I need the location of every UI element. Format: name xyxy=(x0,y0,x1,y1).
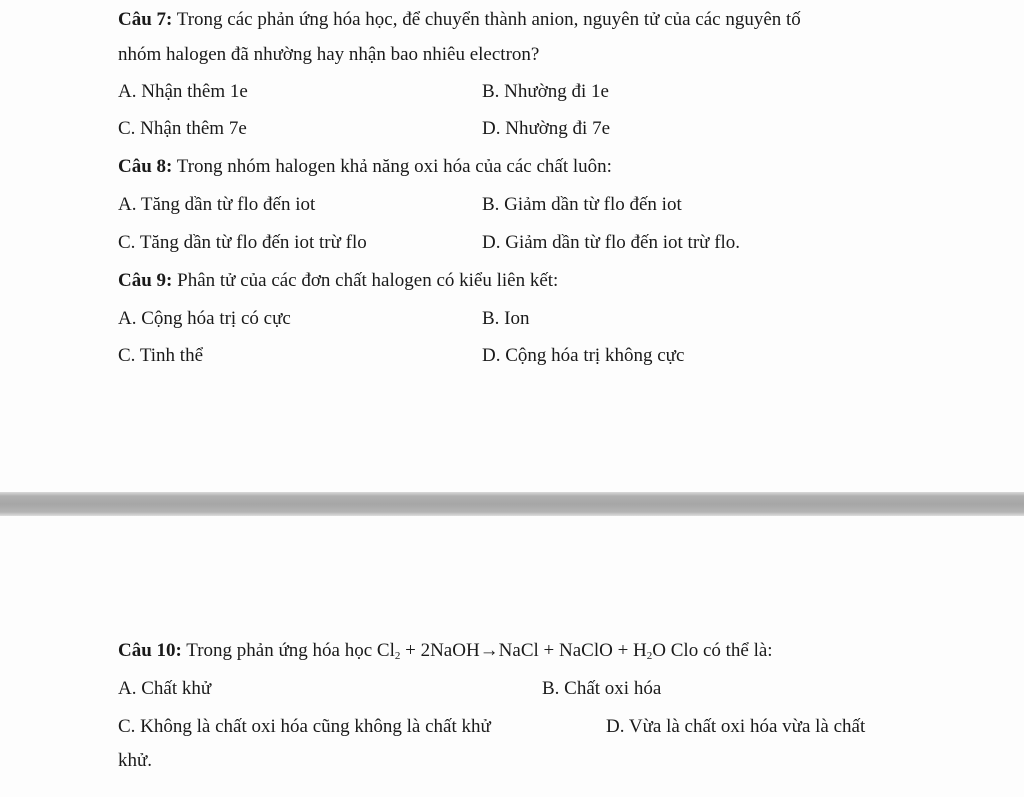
question-10-subscript-2: 2 xyxy=(646,650,653,662)
question-10-text-after: O Clo có thể là: xyxy=(652,640,773,661)
question-10-label: Câu 10: xyxy=(118,640,182,661)
question-9-option-c: C. Tinh thể xyxy=(118,345,204,366)
question-9-text: Phân tử của các đơn chất halogen có kiểu liên kết: xyxy=(172,270,559,291)
question-8-line xyxy=(118,155,612,179)
question-9-label: Câu 9: xyxy=(118,270,173,291)
question-10-subscript-1: 2 xyxy=(394,650,401,662)
question-7-option-d: D. Nhường đi 7e xyxy=(482,118,610,139)
question-10-text-before: Trong phản ứng hóa học Cl xyxy=(181,640,395,661)
question-7-line-2: nhóm halogen đã nhường hay nhận bao nhiêu electron? xyxy=(118,44,540,65)
question-9-option-a: A. Cộng hóa trị có cực xyxy=(118,308,291,329)
question-8-label: Câu 8: xyxy=(118,156,173,177)
question-10-option-a: A. Chất khử xyxy=(118,678,212,699)
question-7-option-b: B. Nhường đi 1e xyxy=(482,81,609,102)
question-8-option-b: B. Giảm dần từ flo đến iot xyxy=(482,194,682,215)
question-7-option-a: A. Nhận thêm 1e xyxy=(118,81,248,102)
question-8-text: Trong nhóm halogen khả năng oxi hóa của các chất luôn: xyxy=(172,156,612,177)
question-10-option-d-continued: khử. xyxy=(118,750,153,771)
question-8-option-d: D. Giảm dần từ flo đến iot trừ flo. xyxy=(482,232,741,253)
question-7-label: Câu 7: xyxy=(118,9,173,30)
page-divider xyxy=(0,492,1024,516)
question-9-option-d: D. Cộng hóa trị không cực xyxy=(482,345,685,366)
question-10-option-c: C. Không là chất oxi hóa cũng không là chất khử xyxy=(118,716,491,737)
question-10-option-b: B. Chất oxi hóa xyxy=(542,678,662,699)
question-7-text-1: Trong các phản ứng hóa học, để chuyển thành anion, nguyên tử của các nguyên tố xyxy=(172,9,801,30)
question-7-line-1 xyxy=(118,8,801,32)
question-8-option-a: A. Tăng dần từ flo đến iot xyxy=(118,194,316,215)
question-10-option-d: D. Vừa là chất oxi hóa vừa là chất xyxy=(606,716,866,737)
page-bottom xyxy=(0,516,1024,797)
question-7-option-c: C. Nhận thêm 7e xyxy=(118,118,247,139)
question-10-text-mid: + 2NaOH→NaCl + NaClO + H xyxy=(400,640,647,661)
question-10-line xyxy=(118,639,773,663)
question-9-line xyxy=(118,269,558,293)
question-9-option-b: B. Ion xyxy=(482,308,530,329)
question-8-option-c: C. Tăng dần từ flo đến iot trừ flo xyxy=(118,232,367,253)
